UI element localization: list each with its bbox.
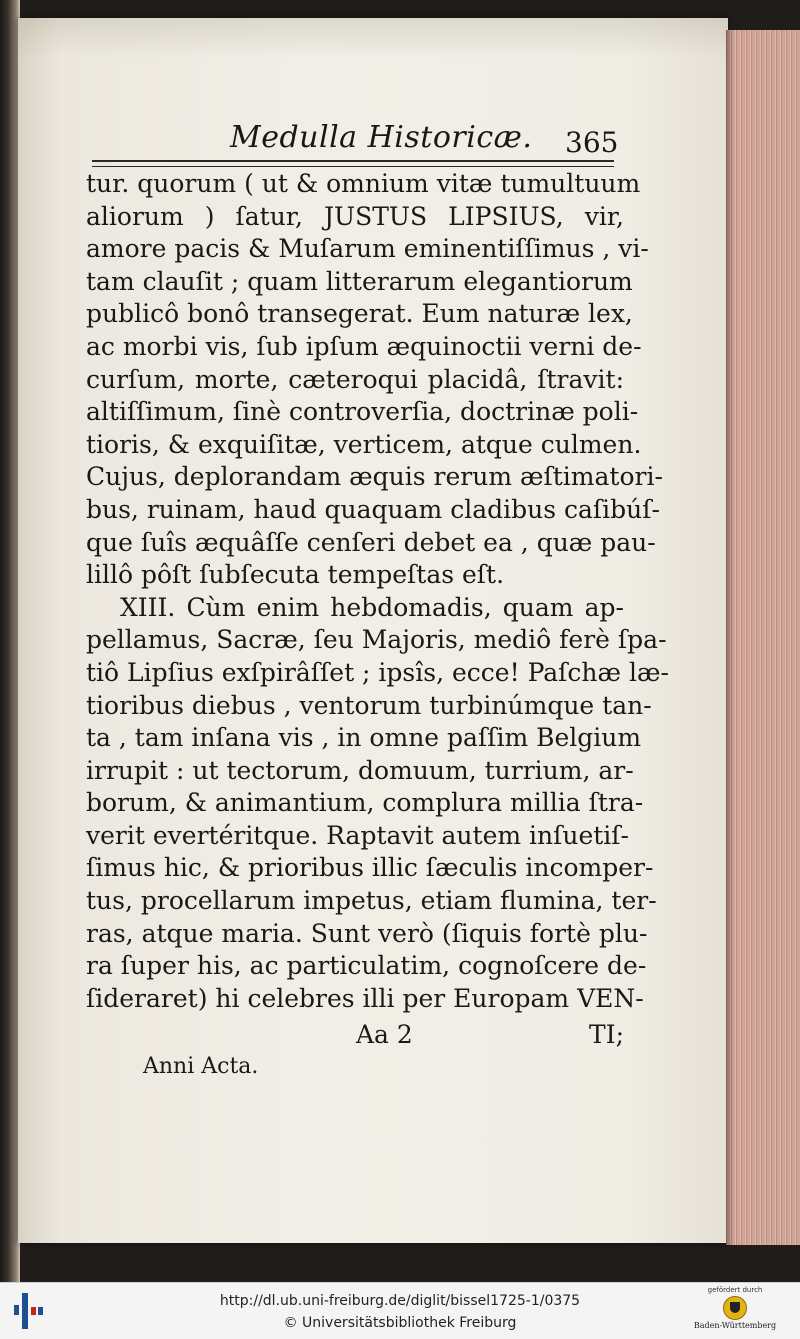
text-line: ra ſuper his, ac particulatim, cognoſcere de- <box>86 951 647 981</box>
funder-name: Baden-Württemberg <box>693 1321 777 1330</box>
text-line: tioris, & exquiſitæ, verticem, atque culmen. <box>86 429 642 459</box>
text-line: Cujus, deplorandam æquis rerum æſtimatori- <box>86 462 663 492</box>
book-spine-edge <box>0 0 20 1282</box>
text-line: ſideraret) hi celebres illi per Europam VEN- <box>86 983 644 1013</box>
funder-badge <box>690 1286 780 1330</box>
margin-note: Anni Acta. <box>143 1054 259 1079</box>
page-top-shade <box>18 18 728 58</box>
text-line: tiô Lipſius exſpirâſſet ; ipsîs, ecce! Paſchæ læ- <box>86 657 669 687</box>
text-line: altiſſimum, ſinè controverſia, doctrinæ poli- <box>86 397 639 427</box>
text-line: tur. quorum ( ut & omnium vitæ tumultuum <box>86 169 641 198</box>
section-heading-line: XIII. Cùm enim hebdomadis, quam ap- <box>120 592 624 622</box>
catchword: TI; <box>589 1020 624 1049</box>
page-number: 365 <box>565 126 619 159</box>
text-line: ras, atque maria. Sunt verò (ſiquis fortè plu- <box>86 918 648 948</box>
text-line: tus, procellarum impetus, etiam flumina, ter- <box>86 886 657 916</box>
text-line: ſimus hic, & prioribus illic ſæculis incomper- <box>86 853 654 883</box>
text-line: verit evertéritque. Raptavit autem inſuetiſ- <box>86 820 630 850</box>
text-line: tioribus diebus , ventorum turbinúmque tan- <box>86 690 652 720</box>
text-line: bus, ruinam, haud quaquam cladibus caſibúſ- <box>86 494 660 524</box>
page-edges <box>726 30 800 1245</box>
text-line: irrupit : ut tectorum, domuum, turrium, ar- <box>86 755 634 785</box>
text-line: amore pacis & Muſarum eminentiſſimus , vi- <box>86 234 649 264</box>
head-rule <box>92 160 614 162</box>
text-line: que ſuîs æquâſſe cenſeri debet ea , quæ pau- <box>86 527 656 557</box>
viewer-footer <box>0 1282 800 1339</box>
crest-icon <box>723 1296 747 1320</box>
text-line: ac morbi vis, ſub ipſum æquinoctii verni de- <box>86 331 642 361</box>
catchword-row <box>86 1020 624 1054</box>
copyright-notice: © Universitätsbibliothek Freiburg <box>283 1315 517 1331</box>
text-line: curſum, morte, cæteroqui placidâ, ſtravit: <box>86 364 624 394</box>
head-rule-thin <box>92 166 614 167</box>
text-line: pellamus, Sacræ, ſeu Majoris, mediô ferè ſpa- <box>86 625 667 655</box>
signature-mark: Aa 2 <box>356 1020 413 1049</box>
funder-label: gefördert durch <box>707 1286 763 1294</box>
body-text <box>86 168 669 1015</box>
text-line: borum, & animantium, complura millia ſtra- <box>86 788 644 818</box>
text-line: tam clauſit ; quam litterarum elegantiorum <box>86 266 633 296</box>
text-line: lillô pôſt ſubſecuta tempeſtas eſt. <box>86 560 505 590</box>
text-line: ta , tam inſana vis , in omne paſſim Belgium <box>86 723 642 753</box>
page-edges-shadow <box>726 30 734 1245</box>
text-line: aliorum ) ſatur, JUSTUS LIPSIUS, vir, <box>86 201 624 231</box>
running-head: Medulla Historicæ. <box>230 120 533 155</box>
permalink-url[interactable]: http://dl.ub.uni-freiburg.de/diglit/bissel1725-1/0375 <box>219 1293 581 1309</box>
text-line: publicô bonô transegerat. Eum naturæ lex, <box>86 299 633 329</box>
